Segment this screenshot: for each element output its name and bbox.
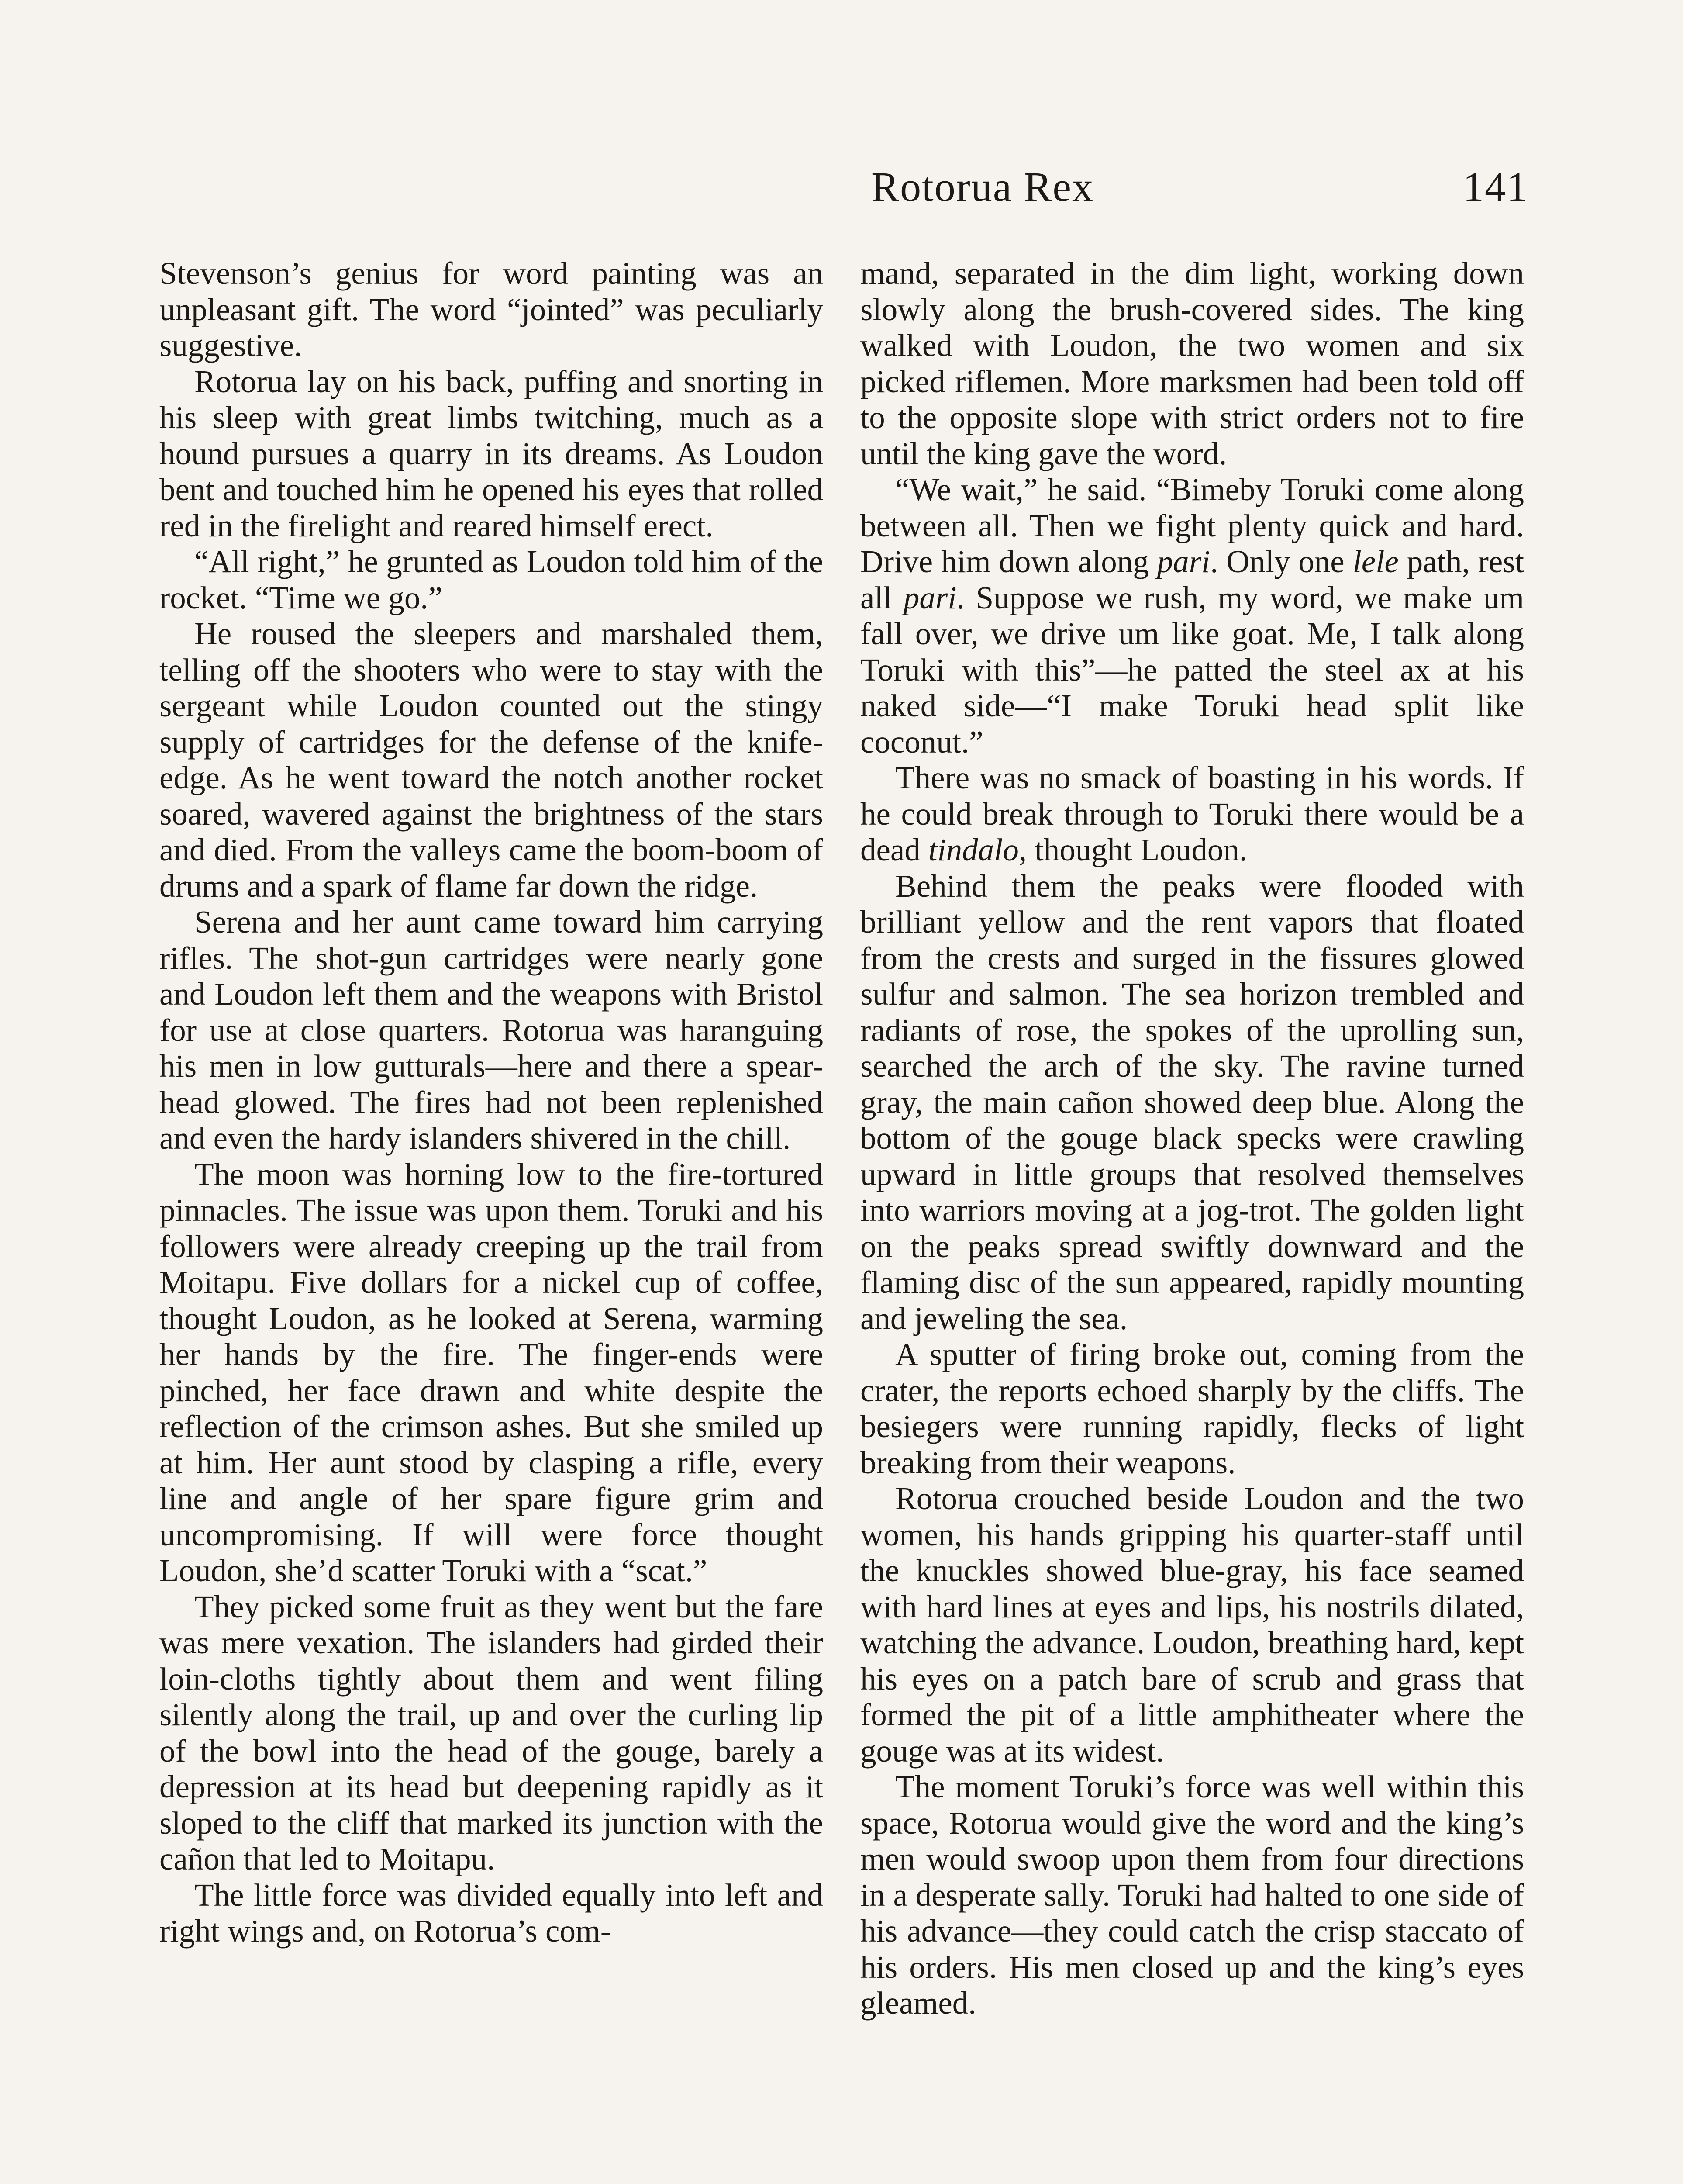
right-text-column: [860, 256, 1524, 2022]
paragraph: Serena and her aunt came toward him carrying rifles. The shot-gun cartridges were nearly gone and Loudon left them and the weapons with Bristol for use at close quarters. Rotorua was haranguing his men in low gutturals—here and there a spear-head glowed. The fires had not been replenished and even the hardy islanders shivered in the chill.: [159, 904, 823, 1156]
paragraph: “All right,” he grunted as Loudon told him of the rocket. “Time we go.”: [159, 544, 823, 615]
running-title: Rotorua Rex: [871, 163, 1094, 210]
paragraph: Rotorua lay on his back, puffing and snorting in his sleep with great limbs twitching, much as a hound pursues a quarry in its dreams. As Loudon bent and touched him he opened his eyes that rolled red in the firelight and reared himself erect.: [159, 363, 823, 543]
paragraph: There was no smack of boasting in his words. If he could break through to Toruki there would be a dead tindalo, thought Loudon.: [860, 760, 1524, 867]
left-text-column: [159, 256, 823, 1949]
paragraph: “We wait,” he said. “Bimeby Toruki come along between all. Then we fight plenty quick and hard. Drive him down along pari. Only one lele path, rest all pari. Suppose we rush, my word, we make um fall over, we drive um like goat. Me, I talk along Toruki with this”—he patted the steel ax at his naked side—“I make Toruki head split like coconut.”: [860, 472, 1524, 760]
paragraph: The moon was horning low to the fire-tortured pinnacles. The issue was upon them. Toruki and his followers were already creeping up the trail from Moitapu. Five dollars for a nickel cup of coffee, thought Loudon, as he looked at Serena, warming her hands by the fire. The finger-ends were pinched, her face drawn and white despite the reflection of the crimson ashes. But she smiled up at him. Her aunt stood by clasping a rifle, every line and angle of her spare figure grim and uncompromising. If will were force thought Loudon, she’d scatter Toruki with a “scat.”: [159, 1156, 823, 1588]
paragraph: Behind them the peaks were flooded with brilliant yellow and the rent vapors that floated from the crests and surged in the fissures glowed sulfur and salmon. The sea horizon trembled and radiants of rose, the spokes of the uprolling sun, searched the arch of the sky. The ravine turned gray, the main cañon showed deep blue. Along the bottom of the gouge black specks were crawling upward in little groups that resolved themselves into warriors moving at a jog-trot. The golden light on the peaks spread swiftly downward and the flaming disc of the sun appeared, rapidly mounting and jeweling the sea.: [860, 868, 1524, 1336]
paragraph: The moment Toruki’s force was well within this space, Rotorua would give the word and the king’s men would swoop upon them from four directions in a desperate sally. Toruki had halted to one side of his advance—they could catch the crisp staccato of his orders. His men closed up and the king’s eyes gleamed.: [860, 1769, 1524, 2021]
paragraph: mand, separated in the dim light, working down slowly along the brush-covered sides. The king walked with Loudon, the two women and six picked riflemen. More marksmen had been told off to the opposite slope with strict orders not to fire until the king gave the word.: [860, 256, 1524, 471]
paragraph: Stevenson’s genius for word painting was an unpleasant gift. The word “jointed” was peculiarly suggestive.: [159, 256, 823, 363]
paragraph: They picked some fruit as they went but the fare was mere vexation. The islanders had girded their loin-cloths tightly about them and went filing silently along the trail, up and over the curling lip of the bowl into the head of the gouge, barely a depression at its head but deepening rapidly as it sloped to the cliff that marked its junction with the cañon that led to Moitapu.: [159, 1589, 823, 1876]
page-number: 141: [1463, 163, 1528, 210]
paragraph: Rotorua crouched beside Loudon and the two women, his hands gripping his quarter-staff until the knuckles showed blue-gray, his face seamed with hard lines at eyes and lips, his nostrils dilated, watching the advance. Loudon, breathing hard, kept his eyes on a patch bare of scrub and grass that formed the pit of a little amphitheater where the gouge was at its widest.: [860, 1481, 1524, 1769]
paragraph: A sputter of firing broke out, coming from the crater, the reports echoed sharply by the cliffs. The besiegers were running rapidly, flecks of light breaking from their weapons.: [860, 1337, 1524, 1480]
running-head: [175, 161, 1528, 218]
paragraph: The little force was divided equally into left and right wings and, on Rotorua’s com-: [159, 1877, 823, 1949]
paragraph: He roused the sleepers and marshaled them, telling off the shooters who were to stay with the sergeant while Loudon counted out the stingy supply of cartridges for the defense of the knife-edge. As he went toward the notch another rocket soared, wavered against the brightness of the stars and died. From the valleys came the boom-boom of drums and a spark of flame far down the ridge.: [159, 616, 823, 904]
